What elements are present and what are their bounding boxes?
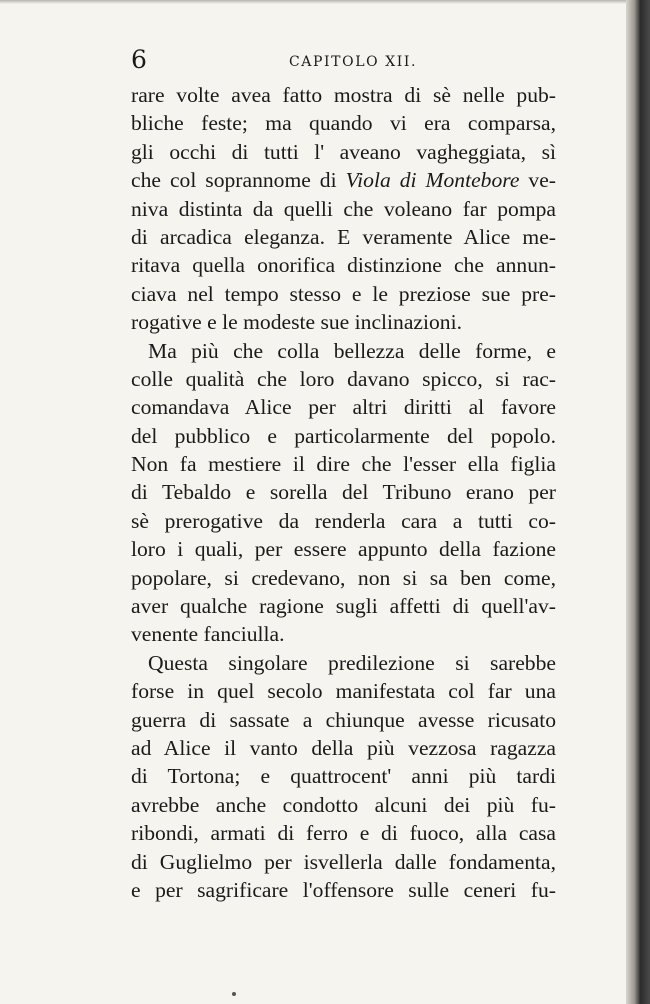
text-line: di Tebaldo e sorella del Tribuno erano per [131, 480, 556, 505]
page-body [131, 81, 556, 904]
text-line: venente fanciulla. [131, 622, 285, 647]
text-line: ribondi, armati di ferro e di fuoco, alla casa [131, 821, 556, 846]
text-line: di Guglielmo per isvellerla dalle fondamenta, [131, 849, 556, 874]
text-line: di Tortona; e quattrocent' anni più tardi [131, 764, 556, 789]
text-line: forse in quel secolo manifestata col far una [131, 679, 556, 704]
text-line: comandava Alice per altri diritti al favore [131, 395, 556, 420]
text-line: gli occhi di tutti l' aveano vagheggiata, sì [131, 139, 556, 164]
page-number: 6 [131, 45, 147, 74]
text-line: guerra di sassate a chiunque avesse ricusato [131, 707, 556, 732]
text-line: bliche feste; ma quando vi era comparsa, [131, 111, 556, 136]
text-line [131, 166, 556, 194]
book-binding-edge [626, 0, 650, 1004]
text-line: colle qualità che loro davano spicco, si rac- [131, 366, 556, 391]
text-line: del pubblico e particolarmente del popolo. [131, 423, 556, 448]
chapter-title: CAPITOLO XII. [289, 54, 418, 70]
ink-speck [232, 992, 236, 996]
text-line: popolare, si credevano, non si sa ben come, [131, 565, 556, 590]
text-line: aver qualche ragione sugli affetti di quell'av- [131, 594, 556, 619]
page-header [131, 42, 555, 82]
text-line: Ma più che colla bellezza delle forme, e [148, 338, 556, 363]
text-line: di arcadica eleganza. E veramente Alice me- [131, 224, 556, 249]
text-span: che col soprannome di [131, 168, 346, 193]
text-line: Non fa mestiere il dire che l'esser ella figlia [131, 452, 556, 477]
text-line: sè prerogative da renderla cara a tutti co- [131, 508, 556, 533]
text-line: e per sagrificare l'offensore sulle ceneri fu- [131, 877, 556, 902]
text-line: avrebbe anche condotto alcuni dei più fu- [131, 792, 556, 817]
italic-nickname: Viola di Montebore [345, 168, 520, 193]
text-line: Questa singolare predilezione si sarebbe [148, 650, 556, 675]
text-line: rare volte avea fatto mostra di sè nelle pub- [131, 83, 556, 107]
text-line: loro i quali, per essere appunto della fazione [131, 537, 556, 562]
page-top-edge [0, 0, 650, 4]
text-line: ritava quella onorifica distinzione che annun- [131, 253, 556, 278]
text-line: rogative e le modeste sue inclinazioni. [131, 310, 462, 335]
text-span: ve- [519, 168, 556, 193]
text-line: niva distinta da quelli che voleano far pompa [131, 196, 556, 221]
text-line: ciava nel tempo stesso e le preziose sue pre- [131, 281, 556, 306]
text-line: ad Alice il vanto della più vezzosa ragazza [131, 735, 556, 760]
